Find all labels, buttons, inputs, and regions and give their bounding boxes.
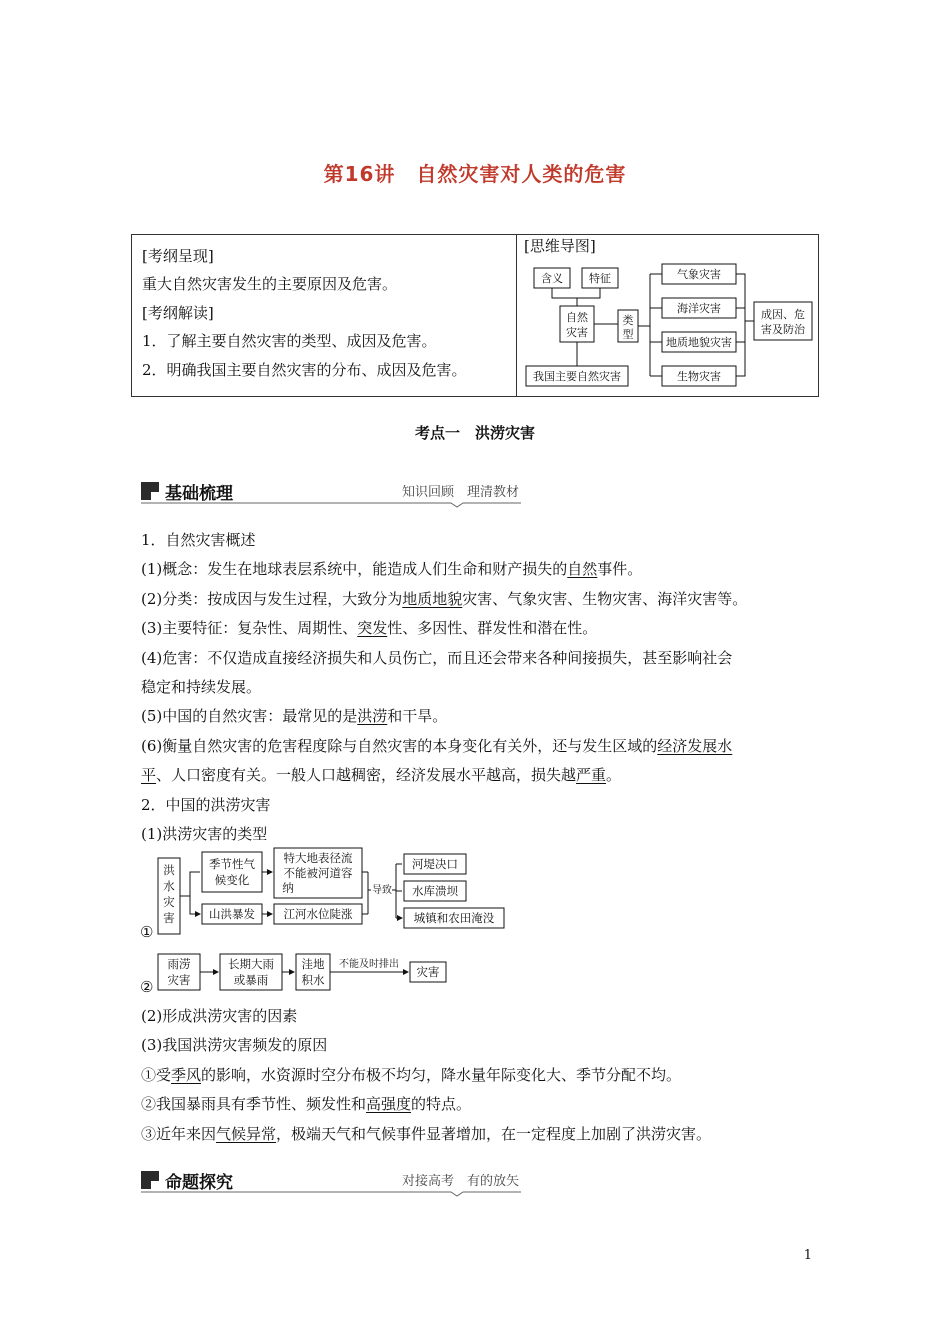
content-block (141, 526, 813, 849)
banner-basics (141, 476, 521, 506)
paragraph: (6)衡量自然灾害的危害程度除与自然灾害的本身变化有关外，还与发生区域的经济发展水 (141, 736, 733, 755)
diagram-label: 特大地表径流 (283, 851, 353, 865)
diagram-label: 灾害 (416, 965, 440, 979)
answer-blank: 经济发展水 (657, 736, 733, 755)
diagram-label: 水 (163, 879, 175, 893)
diagram-label: 导致 (372, 885, 392, 896)
paragraph: ①受季风的影响，水资源时空分布极不均匀，降水量年际变化大、季节分配不均。 (141, 1065, 682, 1084)
mindmap-label: 害及防治 (761, 323, 805, 336)
paragraph: (2)分类：按成因与发生过程，大致分为地质地貌灾害、气象灾害、生物灾害、海洋灾害等。 (141, 589, 748, 608)
mindmap-label: 自然 (566, 311, 588, 324)
banner-title: 基础梳理 (165, 484, 233, 504)
answer-blank: 自然 (567, 560, 598, 579)
diagram-label: 害 (163, 911, 175, 925)
diagram-label: 河堤决口 (412, 857, 458, 871)
paragraph: 平、人口密度有关。一般人口越稠密，经济发展水平越高，损失越严重。 (141, 766, 622, 785)
subheading-line: (2)形成洪涝灾害的因素 (141, 1007, 298, 1025)
page-number: 1 (803, 1248, 812, 1263)
diagram-label: 不能及时排出 (339, 959, 399, 970)
diagram-label: 洪 (163, 863, 175, 877)
answer-blank: 季风 (171, 1065, 202, 1084)
paragraph: ②我国暴雨具有季节性、频发性和高强度的特点。 (141, 1095, 472, 1114)
subheading-line: (3)我国洪涝灾害频发的原因 (141, 1036, 328, 1055)
answer-blank: 突发 (357, 619, 388, 638)
banner-rule (141, 1187, 521, 1197)
diagram-label: 不能被河道容 (283, 866, 353, 880)
mindmap-label: 灾害 (566, 326, 588, 339)
mindmap-label: 型 (622, 328, 634, 341)
banner-rule (141, 498, 521, 508)
paragraph: (4)危害：不仅造成直接经济损失和人员伤亡，而且还会带来各种间接损失，甚至影响社会 (141, 648, 733, 667)
outline-text: 1．了解主要自然灾害的类型、成因及危害。 (142, 332, 437, 350)
diagram-label: 或暴雨 (233, 973, 269, 987)
paragraph: (1)概念：发生在地球表层系统中，能造成人们生命和财产损失的自然事件。 (141, 560, 643, 579)
banner-subtitle: 知识回顾 理清教材 (401, 485, 519, 500)
diagram-label: 季节性气 (209, 857, 255, 871)
diagram-label: 水库溃坝 (412, 884, 458, 898)
page-title: 第16讲 自然灾害对人类的危害 (323, 162, 627, 186)
diagram-label: 长期大雨 (228, 957, 274, 971)
diagram-label: 洼地 (301, 957, 325, 971)
diagram-label: 候变化 (214, 873, 250, 887)
diagram-label: 纳 (282, 881, 294, 895)
diagram-label: 城镇和农田淹没 (413, 911, 495, 925)
diagram-marker: ① (140, 923, 154, 941)
answer-blank: 高强度 (366, 1095, 412, 1114)
mindmap-heading: [思维导图] (524, 237, 596, 255)
answer-blank: 平 (141, 766, 157, 785)
mindmap-label-feature: 特征 (589, 272, 611, 285)
outline-heading: [考纲解读] (142, 304, 214, 322)
heading-line: 1．自然灾害概述 (141, 531, 256, 549)
diagram-label: 山洪暴发 (209, 907, 255, 921)
mindmap-diagram (520, 258, 816, 392)
outline-divider (516, 234, 517, 397)
paragraph: 稳定和持续发展。 (141, 678, 262, 697)
section-title: 考点一 洪涝灾害 (414, 424, 535, 442)
mindmap-label: 成因、危 (761, 308, 805, 321)
diagram-label: 积水 (301, 973, 325, 987)
banner-subtitle: 对接高考 有的放矢 (401, 1174, 519, 1189)
mindmap-label: 海洋灾害 (677, 302, 721, 315)
answer-blank: 严重 (576, 766, 607, 785)
mindmap-label: 气象灾害 (677, 268, 721, 281)
subheading-line: (1)洪涝灾害的类型 (141, 825, 268, 844)
outline-text: 2．明确我国主要自然灾害的分布、成因及危害。 (142, 361, 467, 379)
outline-heading: [考纲呈现] (142, 247, 214, 265)
flood-type-diagram (138, 844, 510, 944)
diagram-label: 灾害 (167, 973, 191, 987)
diagram-label: 雨涝 (167, 957, 191, 971)
diagram-label: 灾 (163, 895, 175, 909)
waterlog-diagram (152, 950, 452, 994)
diagram-label: 江河水位陡涨 (283, 907, 353, 921)
outline-text: 重大自然灾害发生的主要原因及危害。 (142, 275, 398, 293)
heading-line: 2．中国的洪涝灾害 (141, 795, 271, 814)
mindmap-label-meaning: 含义 (541, 272, 563, 285)
banner-title: 命题探究 (165, 1173, 233, 1193)
answer-blank: 洪涝 (357, 707, 388, 726)
diagram-marker: ② (140, 978, 154, 996)
paragraph: (5)中国的自然灾害：最常见的是洪涝和干旱。 (141, 707, 448, 726)
paragraph: (3)主要特征：复杂性、周期性、突发性、多因性、群发性和潜在性。 (141, 619, 598, 638)
mindmap-label: 类 (622, 314, 634, 327)
banner-exploration (141, 1165, 521, 1195)
paragraph: ③近年来因气候异常，极端天气和气候事件显著增加，在一定程度上加剧了洪涝灾害。 (141, 1124, 712, 1143)
mindmap-label: 地质地貌灾害 (666, 336, 732, 349)
mindmap-label: 我国主要自然灾害 (533, 370, 621, 383)
answer-blank: 地质地貌 (402, 589, 463, 608)
answer-blank: 气候异常 (216, 1124, 277, 1143)
content-block (141, 1002, 813, 1149)
mindmap-label: 生物灾害 (677, 370, 721, 383)
